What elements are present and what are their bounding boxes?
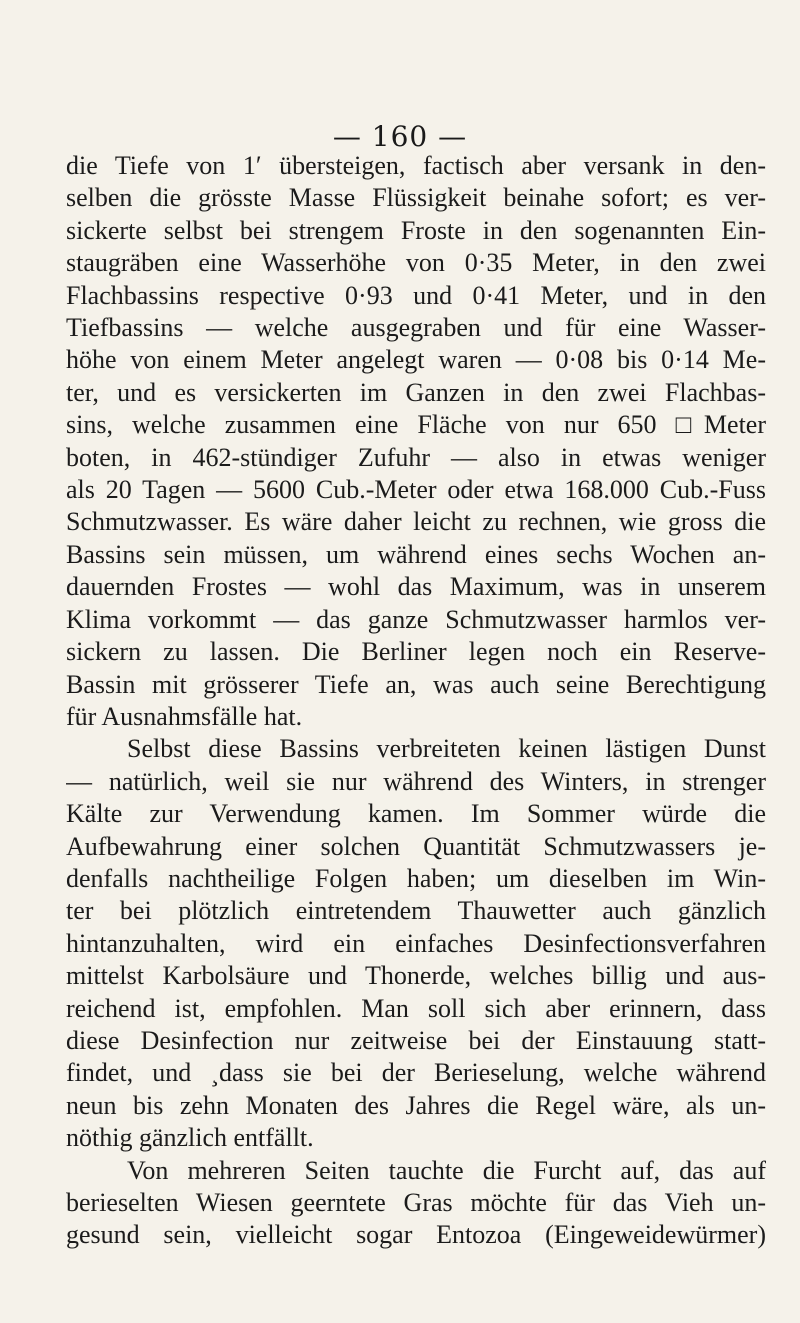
text-line: als 20 Tagen — 5600 Cub.-Meter oder etwa 168.000 Cub.-Fuss bbox=[66, 475, 766, 505]
text-line: Von mehreren Seiten tauchte die Furcht auf, das auf bbox=[127, 1155, 766, 1185]
text-line: ter bei plötzlich eintretendem Thauwetter auch gänzlich bbox=[66, 896, 766, 926]
text-line: sickerte selbst bei strengem Froste in den sogenannten Ein- bbox=[66, 215, 766, 245]
text-line: Schmutzwasser. Es wäre daher leicht zu rechnen, wie gross die bbox=[66, 507, 766, 537]
text-line: Selbst diese Bassins verbreiteten keinen lästigen Dunst bbox=[127, 734, 766, 764]
text-line: reichend ist, empfohlen. Man soll sich aber erinnern, dass bbox=[66, 993, 766, 1023]
text-line: diese Desinfection nur zeitweise bei der Einstauung statt- bbox=[66, 1025, 766, 1055]
text-line: Kälte zur Verwendung kamen. Im Sommer würde die bbox=[66, 799, 766, 829]
text-line: Bassins sein müssen, um während eines sechs Wochen an- bbox=[66, 539, 766, 569]
text-line: selben die grösste Masse Flüssigkeit beinahe sofort; es ver- bbox=[66, 183, 766, 213]
text-line: ter, und es versickerten im Ganzen in den zwei Flachbas- bbox=[66, 377, 766, 407]
text-line: Aufbewahrung einer solchen Quantität Schmutzwassers je- bbox=[66, 831, 766, 861]
text-line: Flachbassins respective 0·93 und 0·41 Meter, und in den bbox=[66, 280, 766, 310]
text-line: gesund sein, vielleicht sogar Entozoa (Eingeweidewürmer) bbox=[66, 1220, 766, 1250]
text-line: Bassin mit grösserer Tiefe an, was auch seine Berechtigung bbox=[66, 669, 766, 699]
text-line: findet, und ¸dass sie bei der Berieselung, welche während bbox=[66, 1058, 766, 1088]
text-line: berieselten Wiesen geerntete Gras möchte für das Vieh un- bbox=[66, 1188, 766, 1217]
text-line: denfalls nachtheilige Folgen haben; um dieselben im Win- bbox=[66, 863, 766, 893]
text-line: staugräben eine Wasserhöhe von 0·35 Meter, in den zwei bbox=[66, 248, 766, 278]
text-line: neun bis zehn Monaten des Jahres die Regel wäre, als un- bbox=[66, 1090, 766, 1120]
text-line: mittelst Karbolsäure und Thonerde, welches billig und aus- bbox=[66, 961, 766, 991]
text-line: für Ausnahmsfälle hat. bbox=[66, 701, 303, 731]
text-line: höhe von einem Meter angelegt waren — 0·08 bis 0·14 Me- bbox=[66, 345, 766, 375]
text-line: Klima vorkommt — das ganze Schmutzwasser harmlos ver- bbox=[66, 604, 766, 634]
text-line: dauernden Frostes — wohl das Maximum, was in unserem bbox=[66, 572, 766, 602]
page-number: — 160 — bbox=[332, 120, 468, 153]
text-line: Tiefbassins — welche ausgegraben und für eine Wasser- bbox=[66, 313, 766, 343]
text-line: boten, in 462-stündiger Zufuhr — also in etwas weniger bbox=[66, 442, 766, 472]
text-line: sickern zu lassen. Die Berliner legen noch ein Reserve- bbox=[66, 637, 766, 667]
text-line: hintanzuhalten, wird ein einfaches Desinfectionsverfahren bbox=[66, 928, 766, 958]
text-line: nöthig gänzlich entfällt. bbox=[66, 1123, 314, 1153]
text-line: die Tiefe von 1′ übersteigen, factisch aber versank in den- bbox=[66, 151, 766, 180]
text-line: — natürlich, weil sie nur während des Winters, in strenger bbox=[66, 766, 766, 796]
text-line: sins, welche zusammen eine Fläche von nur 650 □Meter bbox=[66, 410, 766, 440]
body-text bbox=[66, 150, 766, 1252]
